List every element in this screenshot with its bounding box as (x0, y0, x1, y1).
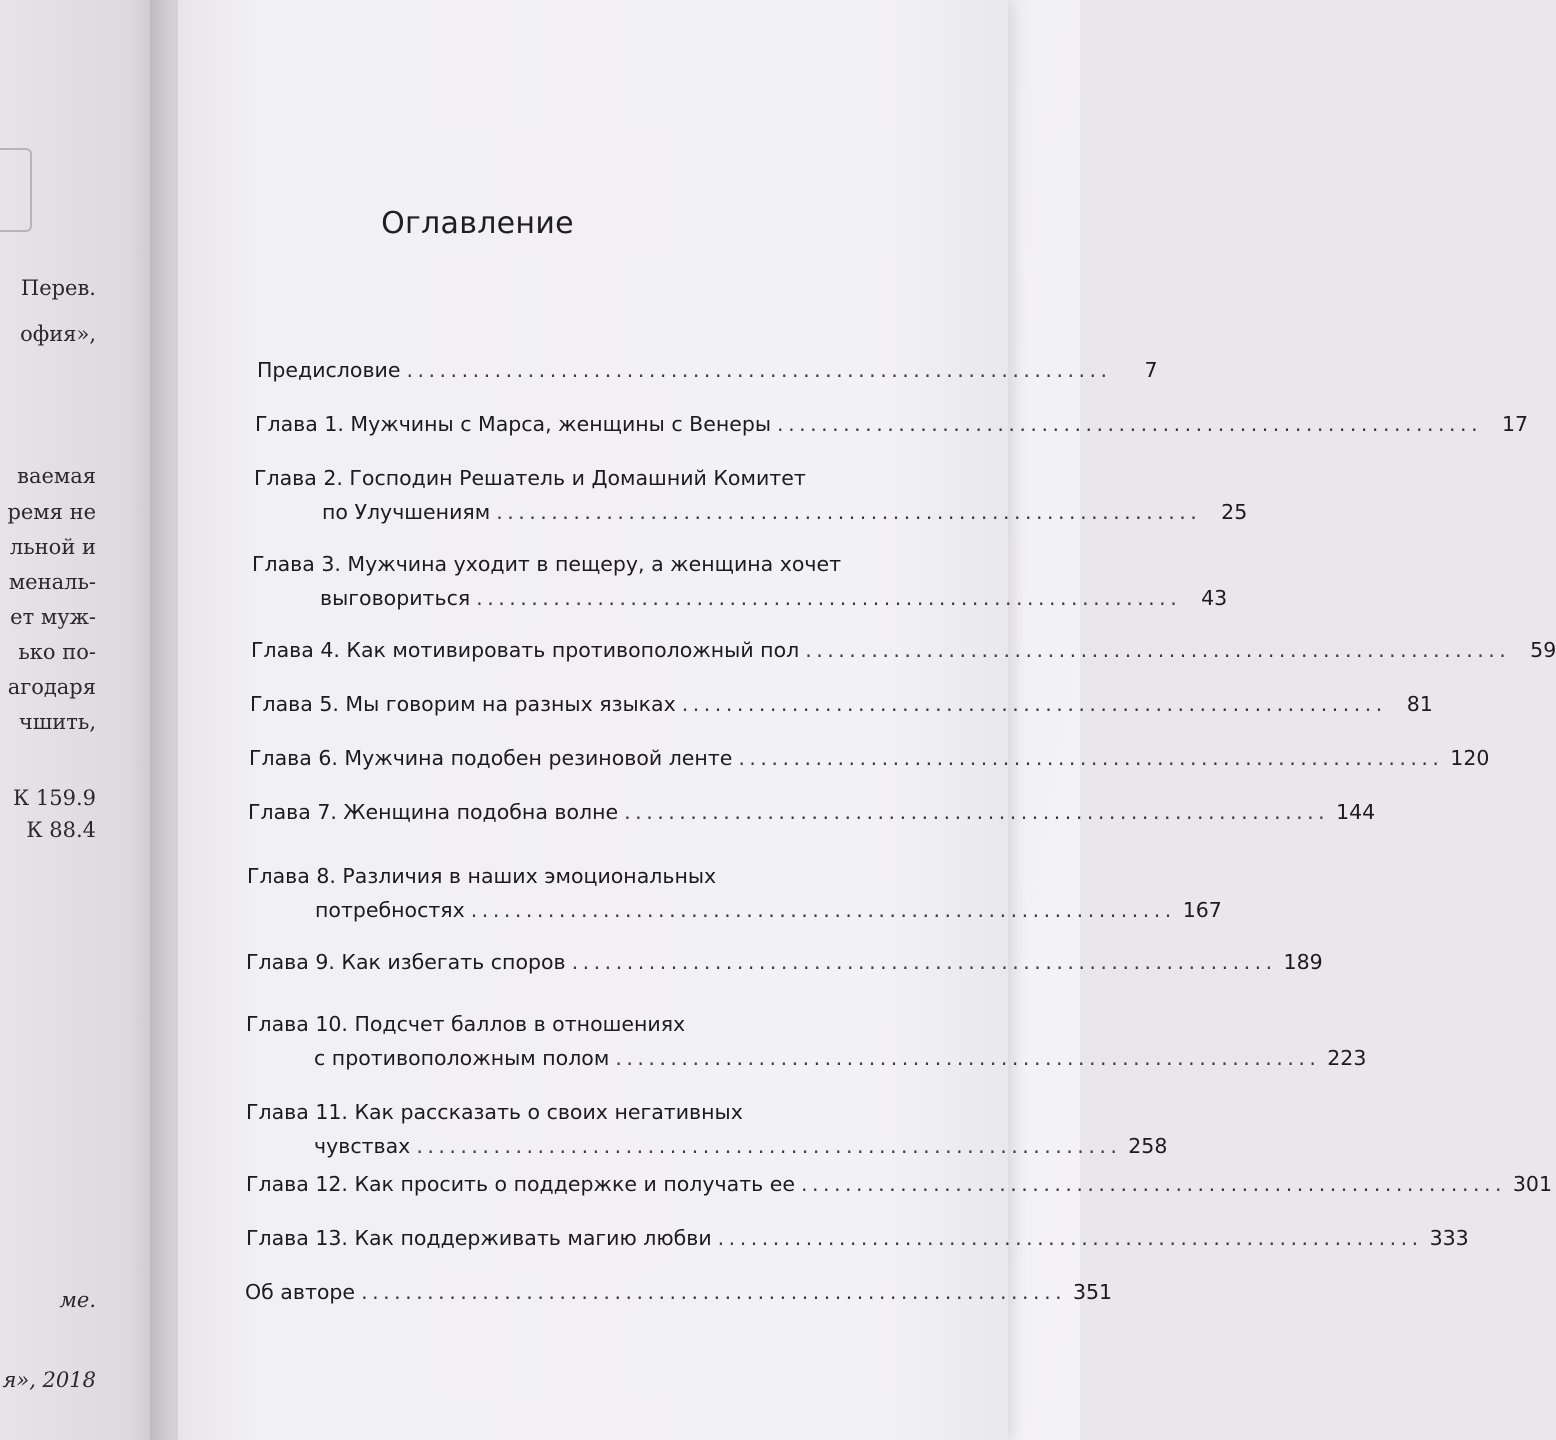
dot-leader: ................................................................ (738, 746, 1444, 770)
toc-entry (257, 358, 1158, 394)
toc-entry-title: с противоположным полом (314, 1046, 610, 1070)
dot-leader: ................................................................ (681, 692, 1387, 716)
toc-entry (251, 638, 1556, 674)
toc-entry-title: Глава 13. Как поддерживать магию любви (246, 1226, 712, 1250)
toc-page-number: 351 (1072, 1280, 1113, 1304)
toc-entry-title: потребностях (315, 898, 465, 922)
dot-leader: ................................................................ (476, 586, 1182, 610)
left-page-line: ремя не (7, 500, 96, 524)
dot-leader: ................................................................ (361, 1280, 1067, 1304)
toc-page-number: 43 (1201, 586, 1228, 610)
toc-entry-title: Глава 5. Мы говорим на разных языках (250, 692, 676, 716)
toc-page-number: 258 (1128, 1134, 1168, 1158)
toc-entry-title: Глава 8. Различия в наших эмоциональных (247, 864, 717, 888)
toc-entry-title: Глава 11. Как рассказать о своих негативных (246, 1100, 743, 1124)
left-page-line: ько по- (18, 640, 96, 664)
toc-page-number: 7 (1144, 358, 1158, 382)
toc-entry (246, 1172, 1553, 1208)
dot-leader: ................................................................ (406, 358, 1112, 382)
dot-leader: ................................................................ (717, 1226, 1423, 1250)
dot-leader: ................................................................ (416, 1134, 1122, 1158)
toc-page-number: 333 (1429, 1226, 1469, 1250)
toc-entry (248, 800, 1376, 836)
toc-page-number: 189 (1283, 950, 1323, 974)
toc-entry (252, 552, 1228, 622)
dot-leader: ................................................................ (571, 950, 1277, 974)
toc-entry-title: Предисловие (257, 358, 401, 382)
left-page-line: агодаря (7, 675, 96, 699)
toc-page-number: 167 (1182, 898, 1222, 922)
toc-page-number: 301 (1512, 1172, 1553, 1196)
dot-leader: ................................................................ (470, 898, 1176, 922)
toc-entry (255, 412, 1529, 448)
dot-leader: ................................................................ (800, 1172, 1507, 1196)
left-page-frame (0, 148, 32, 232)
left-page-line: ет муж- (10, 605, 96, 629)
toc-entry-title: по Улучшениям (322, 500, 491, 524)
toc-page-number: 144 (1336, 800, 1376, 824)
left-page-line: чшить, (18, 710, 96, 734)
toc-page-number: 81 (1406, 692, 1433, 716)
dot-leader: ................................................................ (777, 412, 1483, 436)
left-page-line: ваемая (17, 464, 96, 488)
toc-entry (246, 1100, 1168, 1170)
toc-entry-title: Глава 4. Как мотивировать противоположный пол (251, 638, 800, 662)
toc-entry-title: Об авторе (245, 1280, 356, 1304)
dot-leader: ................................................................ (496, 500, 1202, 524)
toc-entry-title: выговориться (320, 586, 471, 610)
left-page-line: офия», (20, 322, 96, 346)
toc-entry (245, 1280, 1113, 1316)
toc-page-number: 25 (1221, 500, 1248, 524)
toc-entry (250, 692, 1433, 728)
toc-entry (254, 466, 1248, 536)
toc-entry-title: Глава 2. Господин Решатель и Домашний Комитет (254, 466, 806, 490)
toc-entry (246, 1012, 1367, 1082)
toc-entry-title: чувствах (314, 1134, 411, 1158)
toc-entry-title: Глава 6. Мужчина подобен резиновой ленте (249, 746, 733, 770)
toc-page-number: 17 (1502, 412, 1529, 436)
dot-leader: ................................................................ (615, 1046, 1321, 1070)
toc-entry-title: Глава 10. Подсчет баллов в отношениях (246, 1012, 686, 1036)
toc-entry (246, 1226, 1469, 1262)
toc-entry-title: Глава 3. Мужчина уходит в пещеру, а женщина хочет (252, 552, 842, 576)
left-page-line: Перев. (20, 276, 96, 300)
toc-page-number: 223 (1327, 1046, 1367, 1070)
toc-entry-title: Глава 12. Как просить о поддержке и получать ее (246, 1172, 795, 1196)
toc-page-number: 59 (1530, 638, 1556, 662)
left-page-line: меналь- (8, 570, 96, 594)
toc-entry-title: Глава 7. Женщина подобна волне (248, 800, 619, 824)
toc-entry (246, 950, 1323, 986)
dot-leader: ................................................................ (805, 638, 1511, 662)
left-page-line: льной и (9, 535, 96, 559)
toc-entry-title: Глава 9. Как избегать споров (246, 950, 566, 974)
toc-page-number: 120 (1450, 746, 1490, 770)
dot-leader: ................................................................ (624, 800, 1330, 824)
toc-entry (247, 864, 1222, 934)
left-page-line: я», 2018 (2, 1368, 96, 1392)
left-page-line: К 159.9 (12, 786, 96, 810)
toc-entry (249, 746, 1490, 782)
left-page-line: ме. (59, 1288, 96, 1312)
toc-entry-title: Глава 1. Мужчины с Марса, женщины с Венеры (255, 412, 772, 436)
page-title: Оглавление (381, 206, 574, 241)
left-page-line: К 88.4 (26, 818, 96, 842)
